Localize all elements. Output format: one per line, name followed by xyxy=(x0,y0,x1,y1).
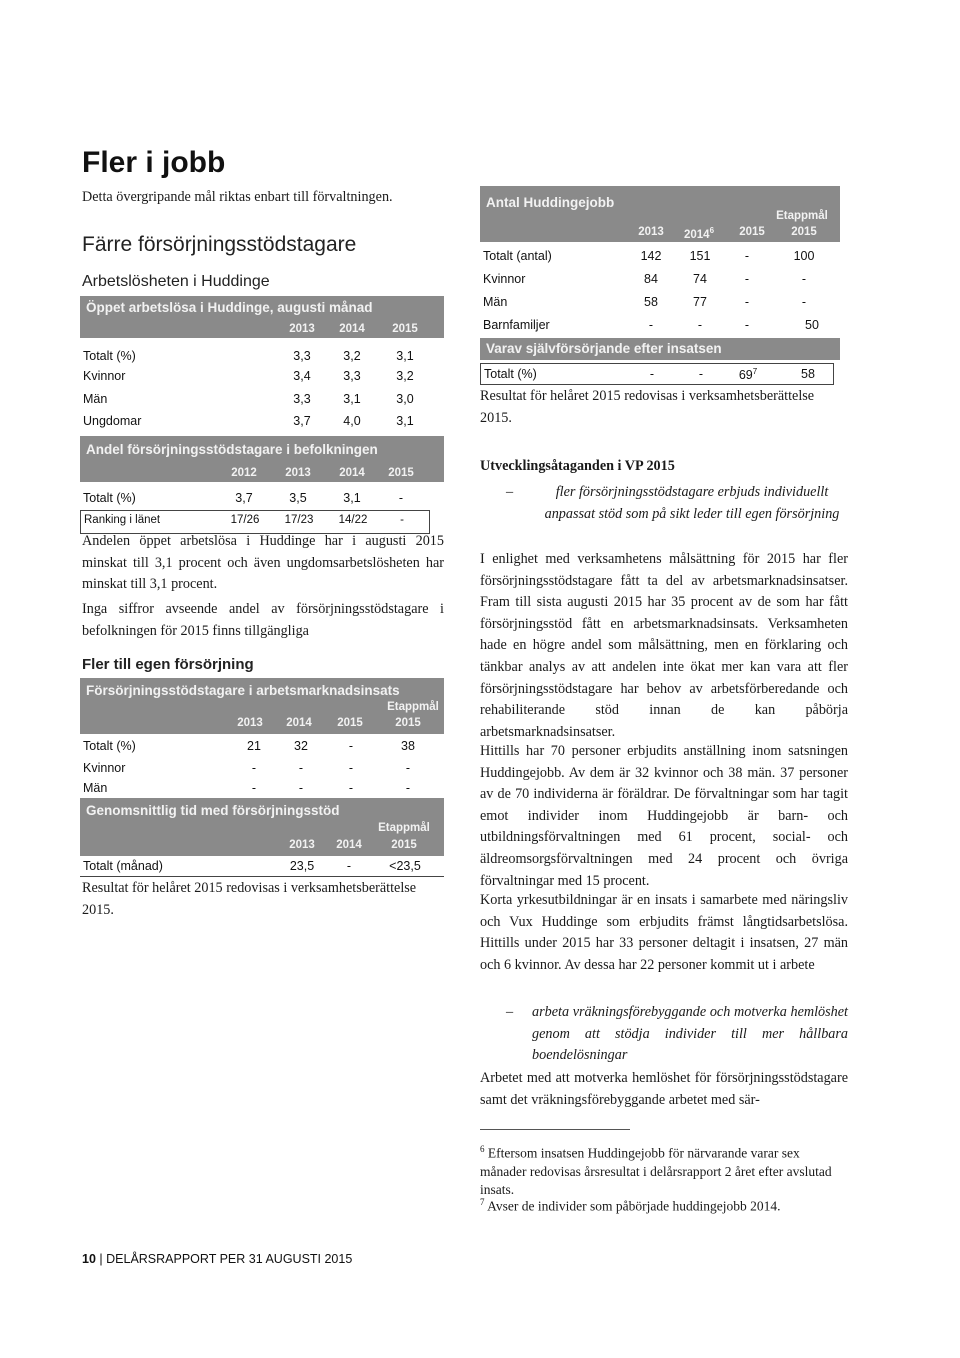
cell: - xyxy=(298,781,304,795)
col-header: 2015 xyxy=(791,226,817,238)
paragraph: Hittills har 70 personer erbjudits anställning inom satsningen Huddingejobb. Av dem är 32 kvinnor och 38 män. 37 personer av de 70 individerna är föräldrar. De förvaltningar som har tagit emot individer inom Huddingejobb är barn- och utbildningsförvaltningen med 61 procent, social- och äldreomsorgsförvaltningen med 24 procent och övriga förvaltningar med 15 procent. xyxy=(480,743,848,889)
footnote-ref: 7 xyxy=(752,367,758,376)
table-row xyxy=(80,389,444,411)
cell: 3,7 xyxy=(293,414,311,428)
subtitle: Färre försörjningsstödstagare xyxy=(82,233,357,256)
cell: 142 xyxy=(640,249,662,263)
row-label: Ranking i länet xyxy=(84,514,161,526)
row-label: Män xyxy=(83,392,108,406)
col-header: 2015 xyxy=(739,226,765,238)
row-label: Totalt (%) xyxy=(83,349,136,363)
cell: - xyxy=(348,739,354,753)
row-label: Totalt (%) xyxy=(83,739,136,753)
table-header-bar xyxy=(80,436,444,482)
col-header: 2014 xyxy=(339,323,365,335)
table-row xyxy=(80,758,444,780)
cell: 3,4 xyxy=(293,369,311,383)
cell: 3,2 xyxy=(343,349,361,363)
cell: - xyxy=(298,761,304,775)
col-header: 2015 xyxy=(391,839,417,851)
cell: 3,3 xyxy=(293,392,311,406)
cell: - xyxy=(801,272,807,286)
row-label: Kvinnor xyxy=(483,272,526,286)
table-header-bar xyxy=(80,798,444,856)
table-labour-market-action xyxy=(80,678,444,798)
footnote-text: Eftersom insatsen Huddingejobb för närvarande varar sex månader redovisas årsresultat i delårsrapport 2 året efter avslutad insats. xyxy=(480,1145,832,1197)
table-average-duration xyxy=(80,798,444,880)
paragraph: Andelen öppet arbetslösa i Huddinge har i augusti 2015 minskat till 3,1 procent och även ungdomsarbetslösheten har minskat till 3,1 procent. xyxy=(82,533,444,593)
footnote-number: 6 xyxy=(480,1144,485,1154)
cell: 58 xyxy=(644,295,658,309)
cell: - xyxy=(346,859,352,873)
cell: - xyxy=(698,367,704,381)
table-row xyxy=(480,269,840,291)
col-header: 2013 xyxy=(289,323,315,335)
table-row xyxy=(480,363,834,385)
table-subtitle: Varav självförsörjande efter insatsen xyxy=(486,341,722,356)
cell: - xyxy=(801,295,807,309)
table-row xyxy=(480,292,840,314)
table-row xyxy=(80,346,444,368)
col-header: 2015 xyxy=(388,467,414,479)
table-row xyxy=(80,488,444,510)
cell: 58 xyxy=(801,367,815,381)
row-label: Totalt (antal) xyxy=(483,249,552,263)
table-row xyxy=(480,315,840,337)
row-label: Män xyxy=(483,295,508,309)
footer-separator: | xyxy=(99,1252,103,1266)
paragraph: Arbetet med att motverka hemlöshet för försörjningsstödstagare samt det vräkningsförebyggande arbetet med sär- xyxy=(480,1070,848,1108)
table-title: Genomsnittlig tid med försörjningsstöd xyxy=(86,803,340,818)
col-header xyxy=(677,226,721,241)
table-unemployment xyxy=(80,296,444,436)
row-label: Ungdomar xyxy=(83,414,142,428)
cell: - xyxy=(744,318,750,332)
page-number: 10 xyxy=(82,1252,96,1266)
table-row xyxy=(480,246,840,268)
target-label: Etappmål xyxy=(387,701,439,713)
paragraph: I enlighet med verksamhetens målsättning för 2015 har fler försörjningsstödstagare fått ta del av arbetsmarknadsinsatser. Fram till sista augusti 2015 har 35 procent av de som har fått försörjningsstöd fått en arbetsmarknadsinsats. Verksamheten hade en högre andel som målsättning, men en förklaring och tänkbar analys av att andelen inte ökat mer kan vara att fler försörjningsstödstagare har behov av arbetsförberedande och rehabiliterande stöd innan de kan påbörja arbetsmarknadsinsatser. xyxy=(480,551,848,740)
section-heading: Fler till egen försörjning xyxy=(82,656,254,673)
list-item: fler försörjningsstödstagare erbjuds individuellt anpassat stöd som på sikt leder till egen försörjning xyxy=(544,484,840,522)
cell: 3,1 xyxy=(343,392,361,406)
target-label: Etappmål xyxy=(776,210,828,222)
cell-value: 69 xyxy=(738,368,753,383)
cell: - xyxy=(649,367,655,381)
cell xyxy=(726,367,770,382)
row-label: Kvinnor xyxy=(83,761,126,775)
row-label: Totalt (%) xyxy=(484,367,537,381)
table-huddingejobb xyxy=(480,186,840,386)
paragraph: Korta yrkesutbildningar är en insats i samarbete med näringsliv och Vux Huddinge som erbjudits främst långtidsarbetslösa. Hittills under 2015 har 33 personer deltagit i insatsen, 27 män och 6 kvinnor. Av dessa har 22 personer kommit ut i arbete xyxy=(480,892,848,973)
table-title: Försörjningsstödstagare i arbetsmarknadsinsats xyxy=(86,683,400,698)
footnote xyxy=(480,1140,848,1199)
note: Resultat för helåret 2015 redovisas i verksamhetsberättelse 2015. xyxy=(480,388,815,426)
cell: 17/23 xyxy=(284,514,314,526)
footnote-divider xyxy=(480,1129,630,1130)
cell: 32 xyxy=(294,739,308,753)
table-row xyxy=(80,366,444,388)
table-header-bar xyxy=(480,186,840,242)
cell: 3,7 xyxy=(235,491,253,505)
cell: 4,0 xyxy=(343,414,361,428)
cell: 17/26 xyxy=(230,514,260,526)
cell: 100 xyxy=(793,249,815,263)
col-header: 2013 xyxy=(285,467,311,479)
footnote xyxy=(480,1193,848,1216)
row-label: Totalt (%) xyxy=(83,491,136,505)
section-heading: Utvecklingsåtaganden i VP 2015 xyxy=(480,458,675,474)
cell: 84 xyxy=(644,272,658,286)
cell: - xyxy=(744,272,750,286)
cell: - xyxy=(251,761,257,775)
table-header-bar xyxy=(80,296,444,338)
cell: <23,5 xyxy=(389,859,421,873)
footnote-text: Avser de individer som påbörjade huddingejobb 2014. xyxy=(487,1198,781,1214)
cell: 14/22 xyxy=(338,514,368,526)
cell: 3,0 xyxy=(396,392,414,406)
col-header: 2015 xyxy=(337,717,363,729)
footnote-number: 7 xyxy=(480,1197,485,1207)
col-header-text: 2014 xyxy=(683,228,710,241)
cell: 74 xyxy=(693,272,707,286)
table-row xyxy=(80,736,444,758)
table-header-bar xyxy=(80,678,444,734)
col-header: 2015 xyxy=(395,717,421,729)
col-header: 2015 xyxy=(392,323,418,335)
cell: 3,2 xyxy=(396,369,414,383)
table-row xyxy=(80,856,444,877)
col-header: 2012 xyxy=(231,467,257,479)
cell: - xyxy=(251,781,257,795)
row-label: Totalt (månad) xyxy=(83,859,163,873)
list-dash: – xyxy=(506,1004,514,1020)
paragraph: Inga siffror avseende andel av försörjningsstödstagare i befolkningen för 2015 finns tillgängliga xyxy=(82,601,444,639)
page-footer xyxy=(82,1252,352,1266)
target-label: Etappmål xyxy=(378,822,430,834)
col-header: 2013 xyxy=(289,839,315,851)
cell: 3,1 xyxy=(343,491,361,505)
cell: - xyxy=(697,318,703,332)
cell: 21 xyxy=(247,739,261,753)
cell: - xyxy=(348,781,354,795)
cell: - xyxy=(744,295,750,309)
row-label: Barnfamiljer xyxy=(483,318,550,332)
table-title: Öppet arbetslösa i Huddinge, augusti månad xyxy=(86,300,373,315)
col-header: 2013 xyxy=(638,226,664,238)
table-row xyxy=(80,778,444,800)
table-row xyxy=(80,411,444,433)
cell: - xyxy=(348,761,354,775)
cell: 77 xyxy=(693,295,707,309)
cell: 3,3 xyxy=(293,349,311,363)
note: Resultat för helåret 2015 redovisas i verksamhetsberättelse 2015. xyxy=(82,880,417,918)
col-header: 2014 xyxy=(286,717,312,729)
cell: 3,5 xyxy=(289,491,307,505)
col-header: 2013 xyxy=(237,717,263,729)
cell: - xyxy=(744,249,750,263)
row-label: Män xyxy=(83,781,108,795)
cell: - xyxy=(400,514,404,526)
list-dash: – xyxy=(506,484,514,500)
table-title: Antal Huddingejobb xyxy=(486,195,615,210)
report-title: DELÅRSRAPPORT PER 31 AUGUSTI 2015 xyxy=(106,1252,353,1266)
table-welfare-share xyxy=(80,436,444,532)
cell: - xyxy=(405,761,411,775)
cell: - xyxy=(648,318,654,332)
cell: - xyxy=(398,491,404,505)
footnote-ref: 6 xyxy=(709,226,715,235)
page-title: Fler i jobb xyxy=(82,146,226,179)
section-heading: Arbetslösheten i Huddinge xyxy=(82,273,270,290)
table-title: Andel försörjningsstödstagare i befolkningen xyxy=(86,442,378,457)
table-subheader-bar xyxy=(480,338,840,360)
list-item: arbeta vräkningsförebyggande och motverka hemlöshet genom att stödja individer till mer hållbara boendelösningar xyxy=(532,1004,848,1064)
col-header: 2014 xyxy=(339,467,365,479)
cell: 50 xyxy=(805,318,819,332)
cell: - xyxy=(405,781,411,795)
cell: 23,5 xyxy=(289,859,315,873)
cell: 3,1 xyxy=(396,349,414,363)
cell: 151 xyxy=(689,249,711,263)
row-label: Kvinnor xyxy=(83,369,126,383)
cell: 3,1 xyxy=(396,414,414,428)
cell: 3,3 xyxy=(343,369,361,383)
col-header: 2014 xyxy=(336,839,362,851)
intro-text: Detta övergripande mål riktas enbart till förvaltningen. xyxy=(82,189,393,205)
cell: 38 xyxy=(401,739,415,753)
